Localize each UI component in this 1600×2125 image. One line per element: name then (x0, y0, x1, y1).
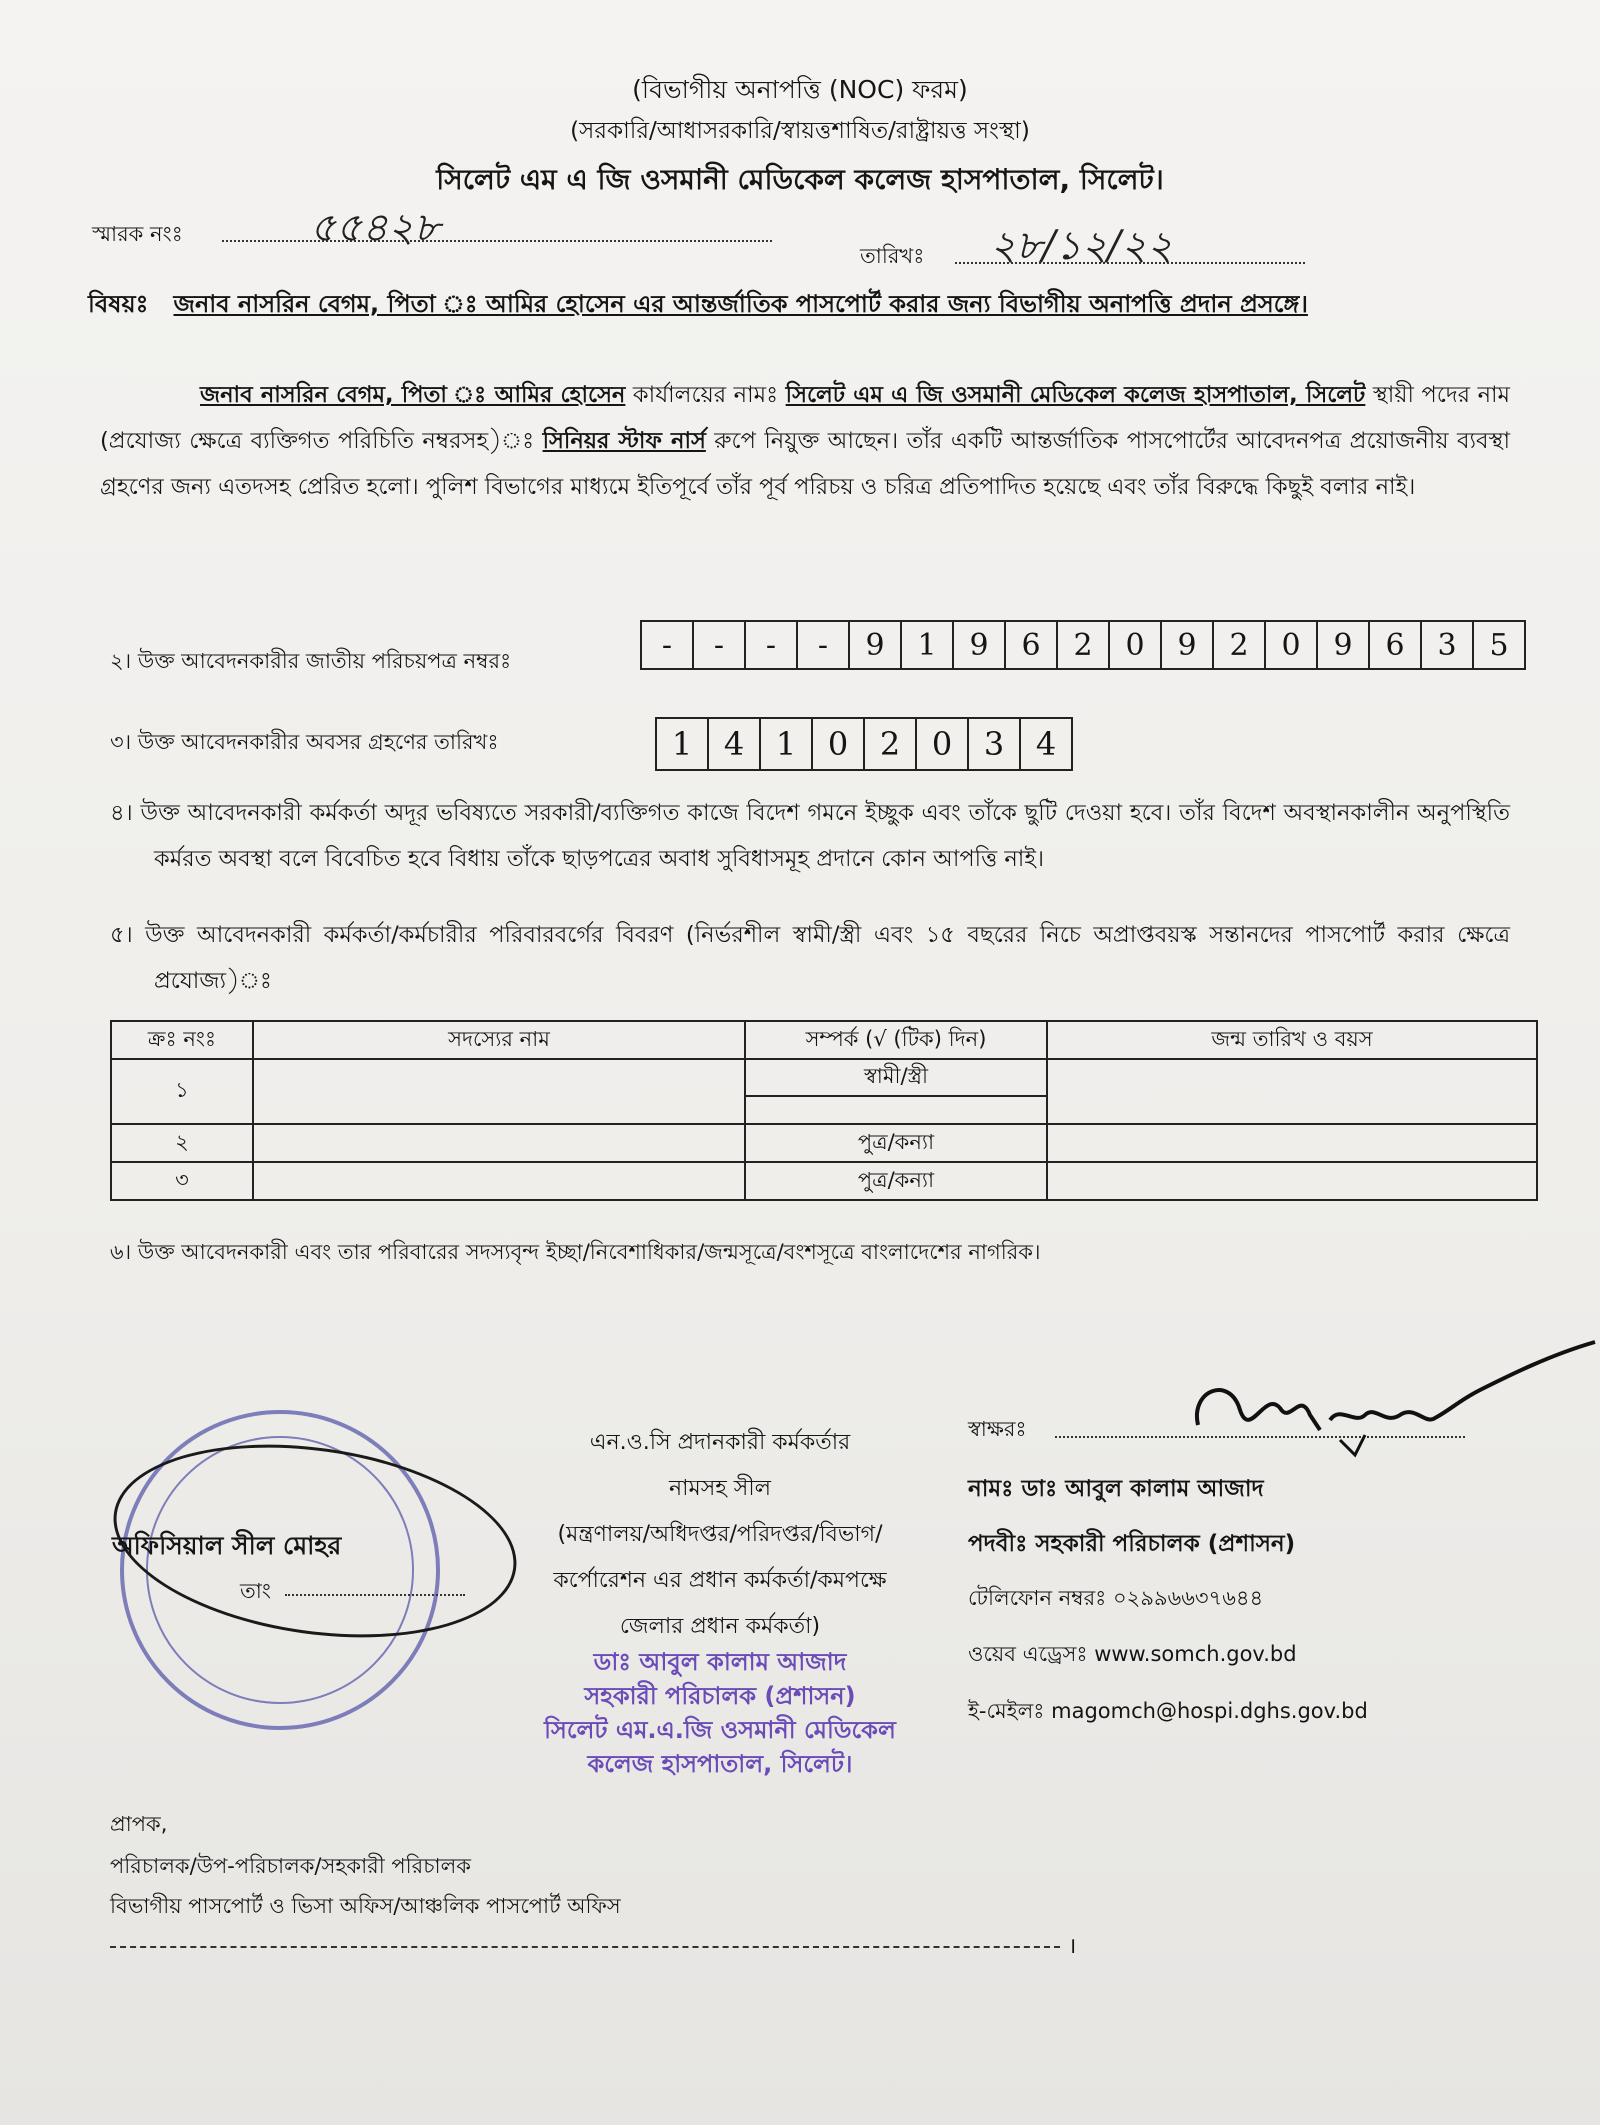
nid-digit-box: 9 (1162, 622, 1214, 668)
row-relation: পুত্র/কন্যা (745, 1162, 1047, 1200)
row-relation: স্বামী/স্ত্রী (745, 1059, 1047, 1096)
paragraph-6: ৬। উক্ত আবেদনকারী এবং তার পরিবারের সদস্যবৃন্দ ইচ্ছা/নিবেশাধিকার/জন্মসূত্রে/বংশসূত্রে বাংলাদেশের নাগরিক। (110, 1240, 1041, 1264)
row-dob (1047, 1162, 1537, 1200)
noc-line-3: (মন্ত্রণালয়/অধিদপ্তর/পরিদপ্তর/বিভাগ/ (557, 1522, 883, 1547)
col-dob-age: জন্ম তারিখ ও বয়স (1047, 1021, 1537, 1059)
memo-number: ৫৫৪২৮ (310, 205, 440, 251)
row-serial: ৩ (111, 1162, 253, 1200)
row-serial: ১ (111, 1059, 253, 1124)
recipient-label: প্রাপক, (110, 1812, 168, 1836)
retirement-digit-box: 1 (657, 719, 709, 769)
family-table (110, 1020, 1538, 1201)
signature-label: স্বাক্ষরঃ (968, 1417, 1027, 1441)
nid-digit-box: 9 (1318, 622, 1370, 668)
subject-text: জনাব নাসরিন বেগম, পিতা ঃ আমির হোসেন এর আন্তর্জাতিক পাসপোর্ট করার জন্য বিভাগীয় অনাপত্তি প্রদান প্রসঙ্গে। (173, 290, 1308, 318)
date-label: তারিখঃ (860, 244, 925, 268)
subject-label: বিষয়ঃ (88, 290, 149, 318)
official-seal-label: অফিসিয়াল সীল মোহর (112, 1531, 342, 1560)
noc-line-2: নামসহ সীল (668, 1476, 772, 1501)
table-row (111, 1162, 1537, 1200)
signatory-designation: পদবীঃ সহকারী পরিচালক (প্রশাসন) (968, 1531, 1296, 1557)
noc-line-5: জেলার প্রধান কর্মকর্তা) (619, 1614, 821, 1639)
paragraph-4: ৪। উক্ত আবেদনকারী কর্মকর্তা অদূর ভবিষ্যতে সরকারী/ব্যক্তিগত কাজে বিদেশ গমনে ইচ্ছুক এবং তাঁকে ছুটি দেওয়া হবে। তাঁর বিদেশ অবস্থানকালীন অনুপস্থিতি কর্মরত অবস্থা বলে বিবেচিত হবে বিধায় তাঁকে ছাড়পত্রের অবাধ সুবিধাসমূহ প্রদানে কোন আপত্তি নাই। (110, 800, 1510, 872)
row-relation: পুত্র/কন্যা (745, 1124, 1047, 1162)
row-dob (1047, 1059, 1537, 1124)
memo-line (222, 240, 772, 242)
col-serial: ক্রঃ নংঃ (111, 1021, 253, 1059)
col-member-name: সদস্যের নাম (253, 1021, 745, 1059)
seal-line-3: সিলেট এম.এ.জি ওসমানী মেডিকেল (544, 1716, 896, 1744)
form-subtitle: (সরকারি/আধাসরকারি/স্বায়ত্তশাষিত/রাষ্ট্রায়ত্ত সংস্থা) (570, 118, 1030, 144)
noc-line-4: কর্পোরেশন এর প্রধান কর্মকর্তা/কমপক্ষে (553, 1568, 887, 1593)
row-relation-empty (745, 1096, 1047, 1124)
nid-digit-box: - (694, 622, 746, 668)
nid-digit-box: 2 (1214, 622, 1266, 668)
institution-name: সিলেট এম এ জি ওসমানী মেডিকেল কলেজ হাসপাতাল, সিলেট। (436, 163, 1164, 196)
subject-line (88, 286, 1308, 326)
date-value: ২৮/১২/২২ (990, 223, 1173, 269)
seal-line-1: ডাঃ আবুল কালাম আজাদ (593, 1648, 847, 1676)
nid-digit-box: 0 (1110, 622, 1162, 668)
retirement-digit-box: 4 (1035, 725, 1057, 763)
nid-digit-box: 9 (850, 622, 902, 668)
seal-line-2: সহকারী পরিচালক (প্রশাসন) (584, 1682, 856, 1710)
nid-digit-box: 5 (1489, 627, 1509, 663)
recipient-line-1: পরিচালক/উপ-পরিচালক/সহকারী পরিচালক (110, 1854, 471, 1878)
signature-scribble (1180, 1330, 1600, 1480)
office-label: কার্যালয়ের নামঃ (632, 382, 779, 408)
form-title: (বিভাগীয় অনাপত্তি (NOC) ফরম) (632, 75, 968, 104)
table-row (111, 1124, 1537, 1162)
recipient-line-2: বিভাগীয় পাসপোর্ট ও ভিসা অফিস/আঞ্চলিক পাসপোর্ট অফিস (110, 1894, 621, 1918)
nid-digit-box: 0 (1266, 622, 1318, 668)
signatory-name: নামঃ ডাঃ আবুল কালাম আজাদ (968, 1476, 1264, 1502)
stamp-date-line (285, 1594, 465, 1596)
post-name: সিনিয়র স্টাফ নার্স (542, 428, 706, 454)
retirement-label: ৩। উক্ত আবেদনকারীর অবসর গ্রহণের তারিখঃ (110, 730, 499, 754)
signatory-web: ওয়েব এড্রেসঃ www.somch.gov.bd (968, 1642, 1297, 1666)
nid-digit-box: - (746, 622, 798, 668)
retirement-digit-box: 0 (813, 719, 865, 769)
nid-boxes (640, 620, 1526, 670)
table-row (111, 1059, 1537, 1096)
office-name: সিলেট এম এ জি ওসমানী মেডিকেল কলেজ হাসপাতাল, সিলেট (785, 382, 1366, 408)
nid-digit-box: 2 (1058, 622, 1110, 668)
col-relation: সম্পর্ক (√ (টিক) দিন) (745, 1021, 1047, 1059)
paragraph-5: ৫। উক্ত আবেদনকারী কর্মকর্তা/কর্মচারীর পরিবারবর্গের বিবরণ (নির্ভরশীল স্বামী/স্ত্রী এবং ১৫ বছরের নিচে অপ্রাপ্তবয়স্ক সন্তানদের পাসপোর্ট করার ক্ষেত্রে প্রযোজ্য)ঃ (110, 922, 1510, 994)
nid-digit-box: - (798, 622, 850, 668)
row-name (253, 1162, 745, 1200)
noc-officer-block (520, 1420, 920, 1650)
paragraph-1 (100, 372, 1510, 510)
nid-digit-box: 6 (1006, 622, 1058, 668)
stamp-date-label: তাং (240, 1579, 271, 1603)
nid-label: ২। উক্ত আবেদনকারীর জাতীয় পরিচয়পত্র নম্বরঃ (110, 649, 512, 673)
row-name (253, 1124, 745, 1162)
nid-digit-box: - (642, 622, 694, 668)
post-label: স্থায়ী পদের নাম (প্রযোজ্য ক্ষেত্রে ব্যক্তিগত পরিচিতি নম্বরসহ)ঃ (100, 382, 1511, 454)
seal-line-4: কলেজ হাসপাতাল, সিলেট। (587, 1750, 853, 1778)
retirement-digit-box: 3 (969, 719, 1021, 769)
officer-name-seal (520, 1645, 920, 1781)
row-dob (1047, 1124, 1537, 1162)
row-serial: ২ (111, 1124, 253, 1162)
signatory-phone: টেলিফোন নম্বরঃ ০২৯৯৬৬৩৭৬৪৪ (968, 1586, 1264, 1610)
paragraph-1-rest: রুপে নিয়ুক্ত আছেন। তাঁর একটি আন্তর্জাতিক পাসপোর্টের আবেদনপত্র প্রয়োজনীয় ব্যবস্থা গ্রহণের জন্য এতদসহ প্রেরিত হলো। পুলিশ বিভাগের মাধ্যমে ইতিপূর্বে তাঁর পূর্ব পরিচয় ও চরিত্র প্রতিপাদিত হয়েছে এবং তাঁর বিরুদ্ধে কিছুই বলার নাই। (100, 428, 1510, 500)
retirement-digit-box: 0 (917, 719, 969, 769)
nid-digit-box: 9 (954, 622, 1006, 668)
recipient-blank-line (110, 1946, 1060, 1948)
retirement-date-boxes (655, 717, 1073, 771)
memo-label: স্মারক নংঃ (92, 222, 183, 246)
nid-digit-box: 1 (902, 622, 954, 668)
nid-digit-box: 3 (1422, 622, 1474, 668)
nid-digit-box: 6 (1370, 622, 1422, 668)
retirement-digit-box: 4 (709, 719, 761, 769)
recipient-end-mark: । (1068, 1934, 1077, 1959)
row-name (253, 1059, 745, 1124)
applicant-name: জনাব নাসরিন বেগম, পিতা ঃ আমির হোসেন (200, 382, 626, 408)
signatory-email: ই-মেইলঃ magomch@hospi.dghs.gov.bd (968, 1699, 1368, 1723)
retirement-digit-box: 2 (865, 719, 917, 769)
noc-line-1: এন.ও.সি প্রদানকারী কর্মকর্তার (589, 1430, 851, 1455)
retirement-digit-box: 1 (761, 719, 813, 769)
